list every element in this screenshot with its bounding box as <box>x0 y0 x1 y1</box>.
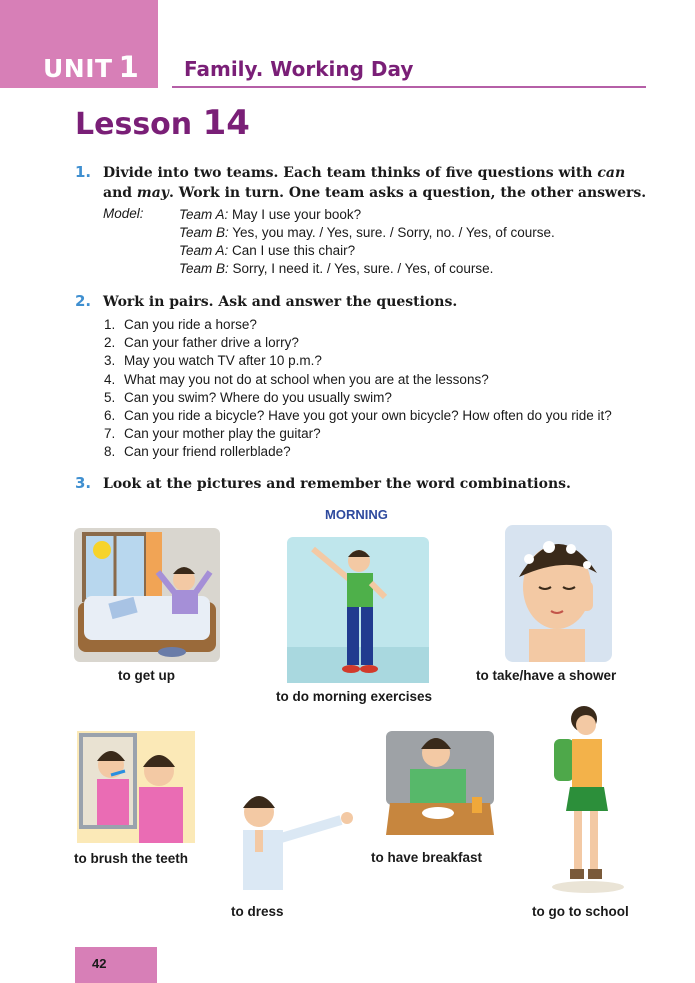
lesson-word: Lesson <box>75 107 193 142</box>
list-item: 7. Can your mother play the guitar? <box>104 426 321 442</box>
breakfast-illustration <box>386 731 494 841</box>
brush-teeth-illustration <box>77 731 195 843</box>
list-item: 6. Can you ride a bicycle? Have you got your own bicycle? How often do you ride it? <box>104 408 612 424</box>
list-item: 3. May you watch TV after 10 p.m.? <box>104 353 322 369</box>
list-item: 5. Can you swim? Where do you usually swim? <box>104 389 392 405</box>
page-number-box <box>75 947 157 983</box>
lesson-number: 14 <box>202 103 250 143</box>
unit-title: Family. Working Day <box>184 57 414 81</box>
header-divider <box>172 86 646 88</box>
model-line: Team A: May I use your book? <box>179 207 362 222</box>
model-line: Team A: Can I use this chair? <box>179 243 356 258</box>
exercise-2-instruction: Work in pairs. Ask and answer the questions. <box>103 294 458 310</box>
lesson-title <box>75 103 250 143</box>
unit-number: 1 <box>118 50 140 84</box>
caption-dress: to dress <box>231 904 284 919</box>
dress-illustration <box>221 786 361 898</box>
exercise-1-number: 1. <box>75 163 92 181</box>
unit-label <box>43 50 139 84</box>
list-item: 1. Can you ride a horse? <box>104 317 257 332</box>
exercise-2-number: 2. <box>75 292 92 310</box>
shower-illustration <box>505 525 612 662</box>
caption-shower: to take/have a shower <box>476 668 617 683</box>
page-number: 42 <box>92 956 107 971</box>
go-to-school-illustration <box>540 703 630 895</box>
model-label: Model: <box>103 206 144 221</box>
exercise-3-number: 3. <box>75 474 92 492</box>
unit-word: UNIT <box>43 54 113 83</box>
unit-banner <box>0 0 158 88</box>
caption-breakfast: to have breakfast <box>371 850 483 865</box>
caption-get-up: to get up <box>118 668 175 683</box>
caption-morning-exercises: to do morning exercises <box>276 689 433 704</box>
get-up-illustration <box>74 528 220 662</box>
caption-go-to-school: to go to school <box>532 904 629 919</box>
question-list <box>104 316 612 462</box>
model-line: Team B: Sorry, I need it. / Yes, sure. / Yes, of course. <box>179 261 494 276</box>
morning-exercises-illustration <box>287 537 429 683</box>
exercise-3-instruction: Look at the pictures and remember the word combinations. <box>103 476 571 492</box>
model-line: Team B: Yes, you may. / Yes, sure. / Sorry, no. / Yes, of course. <box>179 225 555 240</box>
caption-brush-teeth: to brush the teeth <box>74 851 188 866</box>
list-item: 2. Can your father drive a lorry? <box>104 335 299 351</box>
exercise-1-instruction: Divide into two teams. Each team thinks of five questions with can and may. Work in turn. One team asks a question, the other answers. <box>103 165 647 201</box>
list-item: 8. Can your friend rollerblade? <box>104 444 291 460</box>
morning-heading: MORNING <box>325 507 388 522</box>
list-item: 4. What may you not do at school when you are at the lessons? <box>104 371 489 387</box>
